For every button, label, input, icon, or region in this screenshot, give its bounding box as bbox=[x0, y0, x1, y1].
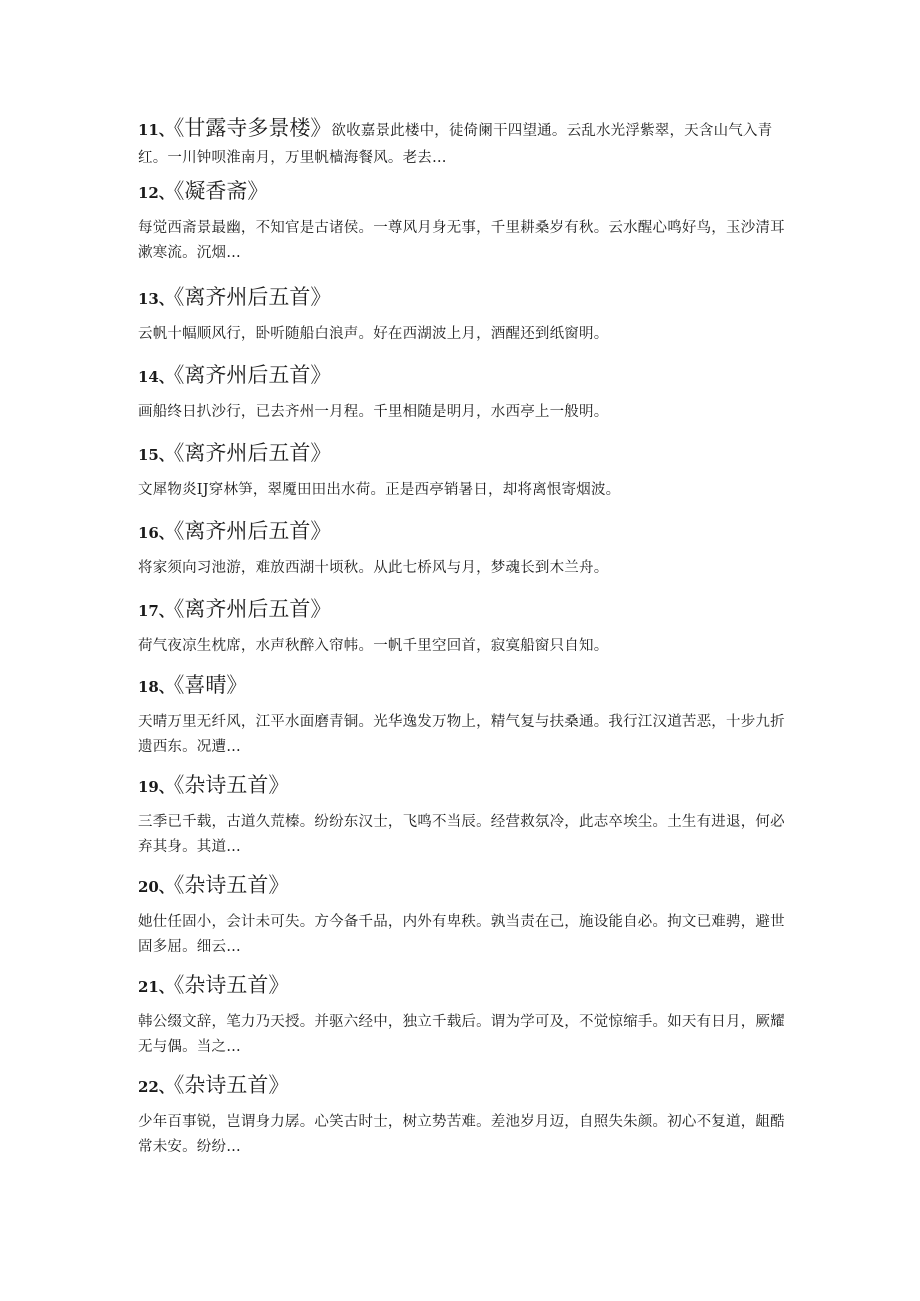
entry-title: 《离齐州后五首》 bbox=[173, 597, 332, 621]
entry-heading bbox=[138, 870, 788, 902]
entry-number: 21、 bbox=[138, 978, 174, 996]
entry-title: 《杂诗五首》 bbox=[173, 1073, 290, 1097]
entry-title: 《杂诗五首》 bbox=[173, 773, 290, 797]
entry-title: 《喜晴》 bbox=[173, 673, 248, 697]
entry-body: 韩公缀文辞，笔力乃天授。并驱六经中，独立千载后。谓为学可及，不觉惊缩手。如天有日月，厥耀无与偶。当之… bbox=[138, 1014, 785, 1055]
entry-title: 《离齐州后五首》 bbox=[173, 285, 332, 309]
entry-number: 16、 bbox=[138, 524, 174, 542]
entry-17 bbox=[138, 594, 788, 659]
entry-body: 将家须向习池游，难放西湖十顷秋。从此七桥风与月，梦魂长到木兰舟。 bbox=[138, 560, 609, 576]
entry-body: 荷气夜凉生枕席，水声秋醉入帘帏。一帆千里空回首，寂寞船窗只自知。 bbox=[138, 638, 609, 654]
entry-heading bbox=[138, 970, 788, 1002]
entry-title: 《凝香斋》 bbox=[173, 179, 269, 203]
entry-12 bbox=[138, 176, 788, 266]
entry-heading bbox=[138, 770, 788, 802]
entry-body: 她仕任固小，会计未可失。方今备千品，内外有卑秩。孰当责在己，施设能自必。拘文已难骋，避世固多屈。细云… bbox=[138, 914, 785, 955]
entry-heading bbox=[138, 670, 788, 702]
entry-number: 17、 bbox=[138, 602, 174, 620]
entry-body: 少年百事锐，岂谓身力孱。心笑古时士，树立势苦难。差池岁月迈，自照失朱颜。初心不复道，龃酷常未安。纷纷… bbox=[138, 1114, 785, 1155]
entry-20 bbox=[138, 870, 788, 960]
entry-body: 每觉西斋景最幽，不知官是古诸侯。一尊风月身无事，千里耕桑岁有秋。云水醒心鸣好鸟，玉沙清耳漱寒流。沉烟… bbox=[138, 220, 785, 261]
entry-22 bbox=[138, 1070, 788, 1160]
entry-heading bbox=[138, 282, 788, 314]
entry-14 bbox=[138, 360, 788, 425]
entry-title: 《杂诗五首》 bbox=[173, 873, 290, 897]
entry-21 bbox=[138, 970, 788, 1060]
entry-heading bbox=[138, 438, 788, 470]
entry-number: 15、 bbox=[138, 446, 174, 464]
entry-heading bbox=[138, 1070, 788, 1102]
entry-body: 天晴万里无纤风，江平水面磨青铜。光华逸发万物上，精气复与扶桑通。我行江汉道苦恶，十步九折遗西东。况遭… bbox=[138, 714, 785, 755]
entry-title: 《离齐州后五首》 bbox=[173, 363, 332, 387]
entry-heading bbox=[138, 360, 788, 392]
entry-13 bbox=[138, 282, 788, 347]
entry-number: 11、 bbox=[138, 121, 174, 139]
entry-title: 《离齐州后五首》 bbox=[173, 519, 332, 543]
entry-18 bbox=[138, 670, 788, 760]
entry-number: 19、 bbox=[138, 778, 174, 796]
entry-11-text bbox=[138, 116, 788, 171]
entry-number: 20、 bbox=[138, 878, 174, 896]
entry-body: 文犀物炎IJ穿林笋，翠魇田田出水荷。正是西亭销暑日，却将离恨寄烟波。 bbox=[138, 482, 621, 498]
entry-title: 《离齐州后五首》 bbox=[173, 441, 332, 465]
entry-body: 画船终日扒沙行，已去齐州一月程。千里相随是明月，水西亭上一般明。 bbox=[138, 404, 609, 420]
entry-15 bbox=[138, 438, 788, 503]
entry-number: 22、 bbox=[138, 1078, 174, 1096]
entry-number: 14、 bbox=[138, 368, 174, 386]
entry-number: 13、 bbox=[138, 290, 174, 308]
entry-title: 《杂诗五首》 bbox=[173, 973, 290, 997]
entry-11 bbox=[138, 116, 788, 171]
entry-heading bbox=[138, 594, 788, 626]
entry-19 bbox=[138, 770, 788, 860]
entry-body: 三季已千载，古道久荒榛。纷纷东汉士，飞鸣不当辰。经营救氛冷，此志卒埃尘。土生有进退，何必弃其身。其道… bbox=[138, 814, 785, 855]
entry-title: 《甘露寺多景楼》 bbox=[173, 116, 332, 140]
entry-number: 12、 bbox=[138, 184, 174, 202]
entry-heading bbox=[138, 176, 788, 208]
entry-heading bbox=[138, 516, 788, 548]
entry-number: 18、 bbox=[138, 678, 174, 696]
entry-body: 欲收嘉景此楼中，徒倚阑干四望通。云乱水光浮紫翠，天含山气入青红。一川钟呗淮南月，万里帆樯海餐风。老去… bbox=[138, 123, 773, 166]
entry-16 bbox=[138, 516, 788, 581]
entry-body: 云帆十幅顺风行，卧听随船白浪声。好在西湖波上月，酒醒还到纸窗明。 bbox=[138, 326, 609, 342]
